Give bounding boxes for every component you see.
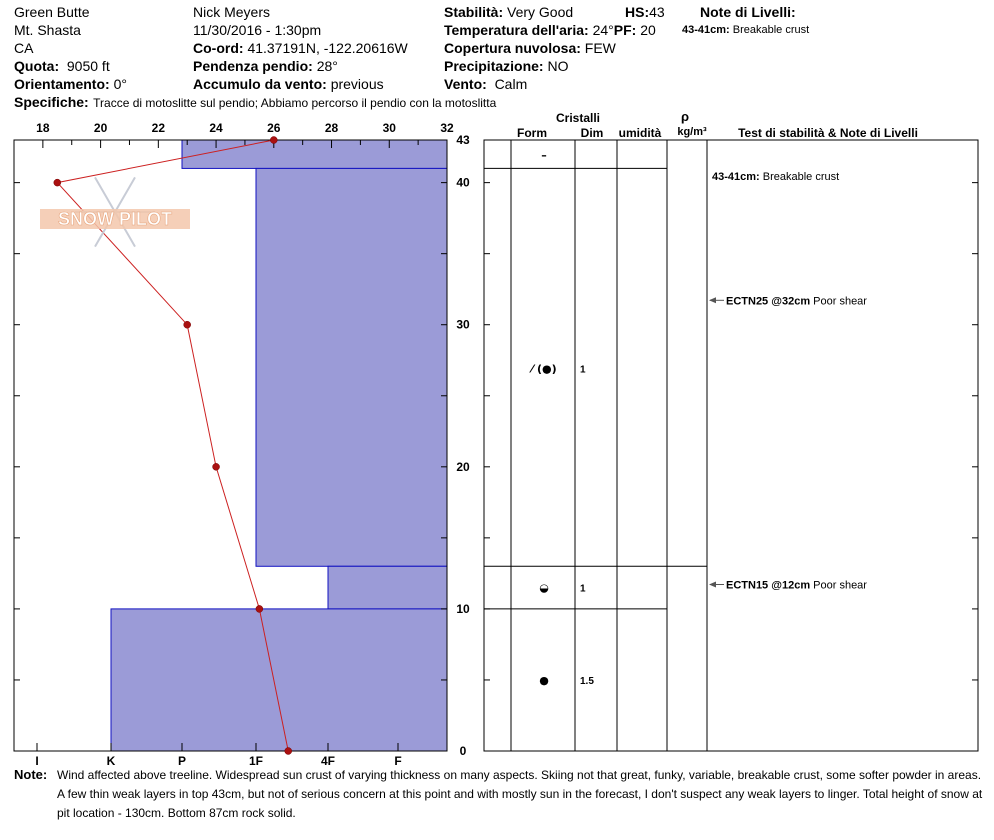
stability-label: Stabilità: — [444, 4, 504, 20]
logo-text: SNOW PILOT — [58, 209, 172, 229]
temperature-point-1 — [54, 179, 61, 186]
note-text: Wind affected above treeline. Widespread sun crust of varying thickness on many aspects. Skiing not that great, funky, variable, breakable crust, some softer powder in areas. A few thin weak layers in top 43cm, but not of serious concern at this point and with mostly sun in the forecast, I don't suspect any weak layers to linger. Total height of snow at pit location - 130cm. Bottom 87cm rock solid. — [57, 768, 983, 820]
form-header: Form — [517, 126, 547, 140]
specifics-label: Specifiche: — [14, 94, 89, 110]
orient-label: Orientamento: — [14, 76, 110, 92]
layer-size-3: 1.5 — [580, 675, 594, 687]
layer-note-text: Breakable crust — [762, 171, 840, 183]
observer-name: Nick Meyers — [193, 4, 271, 20]
hardness-tick-label-4F: 4F — [320, 754, 336, 768]
depth-tick-label-20: 20 — [456, 459, 470, 474]
moisture-header: umidità — [618, 126, 662, 140]
hardness-bar-0 — [182, 140, 447, 168]
hardness-tick-label-I: I — [35, 754, 39, 768]
layer-form-1: ⁄ (●) — [531, 362, 557, 376]
layer-note-0 — [712, 171, 839, 183]
temp-tick-label-26: 26 — [267, 121, 281, 135]
temp-tick-label-32: 32 — [440, 121, 454, 135]
hs-label: HS: — [625, 4, 650, 20]
note-label: Note: — [14, 767, 48, 782]
hardness-bar-1 — [256, 168, 447, 566]
air-temp-label: Temperatura dell'aria: — [444, 22, 589, 38]
hardness-bar-3 — [111, 609, 447, 751]
coord-value: 41.37191N, -122.20616W — [247, 40, 408, 56]
hardness-tick-label-P: P — [177, 754, 187, 768]
pf-value: 20 — [640, 22, 656, 38]
depth-tick-label-10: 10 — [456, 601, 470, 616]
air-temp-value: 24° — [592, 22, 614, 38]
wind-label: Vento: — [444, 76, 487, 92]
layer-note-range: 43-41cm: — [712, 171, 763, 183]
temperature-point-5 — [285, 748, 292, 755]
state-name: CA — [14, 40, 34, 56]
temp-tick-label-28: 28 — [324, 121, 339, 135]
table-frame — [484, 140, 978, 751]
temperature-point-2 — [184, 321, 191, 328]
precip-label: Precipitazione: — [444, 58, 544, 74]
layer-form-3: ● — [539, 673, 549, 687]
orient-value: 0° — [113, 76, 127, 92]
stability-value: Very Good — [507, 4, 574, 20]
stability-test-1 — [726, 579, 867, 591]
temperature-point-0 — [270, 137, 277, 144]
slope-value: 28° — [316, 58, 338, 74]
wind-load-value: previous — [330, 76, 384, 92]
stability-test-0 — [726, 295, 867, 307]
layer-size-1: 1 — [580, 364, 586, 376]
temp-tick-label-20: 20 — [93, 121, 108, 135]
slope-label: Pendenza pendio: — [193, 58, 313, 74]
stability-test-code: ECTN25 @32cm — [726, 295, 814, 308]
specifics-value: Tracce di motoslitte sul pendio; Abbiamo percorso il pendio con la motoslitta — [93, 96, 497, 110]
temp-tick-label-30: 30 — [382, 121, 396, 135]
hardness-tick-label-K: K — [106, 754, 116, 768]
observation-datetime: 11/30/2016 - 1:30pm — [193, 22, 322, 38]
logo-flake-arm-5 — [115, 177, 135, 212]
density-unit: kg/m³ — [677, 126, 707, 138]
coord-label: Co-ord: — [193, 40, 244, 56]
stability-test-note: Poor shear — [813, 579, 867, 592]
hs-value: 43 — [649, 4, 665, 20]
wind-value: Calm — [494, 76, 528, 92]
range-name: Mt. Shasta — [14, 22, 81, 38]
header-layer-note-text: Breakable crust — [732, 24, 810, 36]
tests-header: Test di stabilità & Note di Livelli — [738, 126, 918, 140]
size-header: Dim — [580, 126, 604, 140]
layer-form-2: ◒ — [539, 581, 549, 595]
hardness-tick-label-F: F — [394, 754, 402, 768]
location-name: Green Butte — [14, 4, 90, 20]
header-layer-note-range: 43-41cm: — [682, 24, 730, 36]
cloud-label: Copertura nuvolosa: — [444, 40, 581, 56]
stability-test-note: Poor shear — [813, 295, 867, 308]
cloud-value: FEW — [584, 40, 616, 56]
test-arrow-head-1 — [709, 581, 716, 587]
test-arrow-head-0 — [709, 297, 716, 303]
crystals-header: Cristalli — [555, 111, 601, 125]
depth-tick-label-43: 43 — [456, 133, 470, 147]
layer-form-0: – — [541, 149, 547, 163]
temperature-point-3 — [213, 463, 220, 470]
layer-notes-heading: Note di Livelli: — [700, 4, 796, 20]
temp-tick-label-24: 24 — [209, 121, 223, 135]
stability-test-code: ECTN15 @12cm — [726, 579, 814, 592]
pf-label: PF: — [613, 22, 637, 38]
precip-value: NO — [547, 58, 569, 74]
layer-size-2: 1 — [580, 583, 586, 595]
depth-tick-label-0: 0 — [459, 744, 467, 758]
quota-label: Quota: — [14, 58, 60, 74]
temperature-point-4 — [256, 605, 263, 612]
hardness-bar-2 — [328, 566, 447, 609]
quota-value: 9050 ft — [66, 58, 110, 74]
temp-tick-label-22: 22 — [151, 121, 166, 135]
density-symbol: ρ — [680, 109, 690, 124]
hardness-tick-label-1F: 1F — [248, 754, 264, 768]
depth-tick-label-30: 30 — [456, 317, 470, 332]
logo-flake-arm-4 — [95, 177, 115, 212]
temp-tick-label-18: 18 — [36, 121, 50, 135]
wind-load-label: Accumulo da vento: — [193, 76, 327, 92]
depth-tick-label-40: 40 — [456, 175, 470, 190]
